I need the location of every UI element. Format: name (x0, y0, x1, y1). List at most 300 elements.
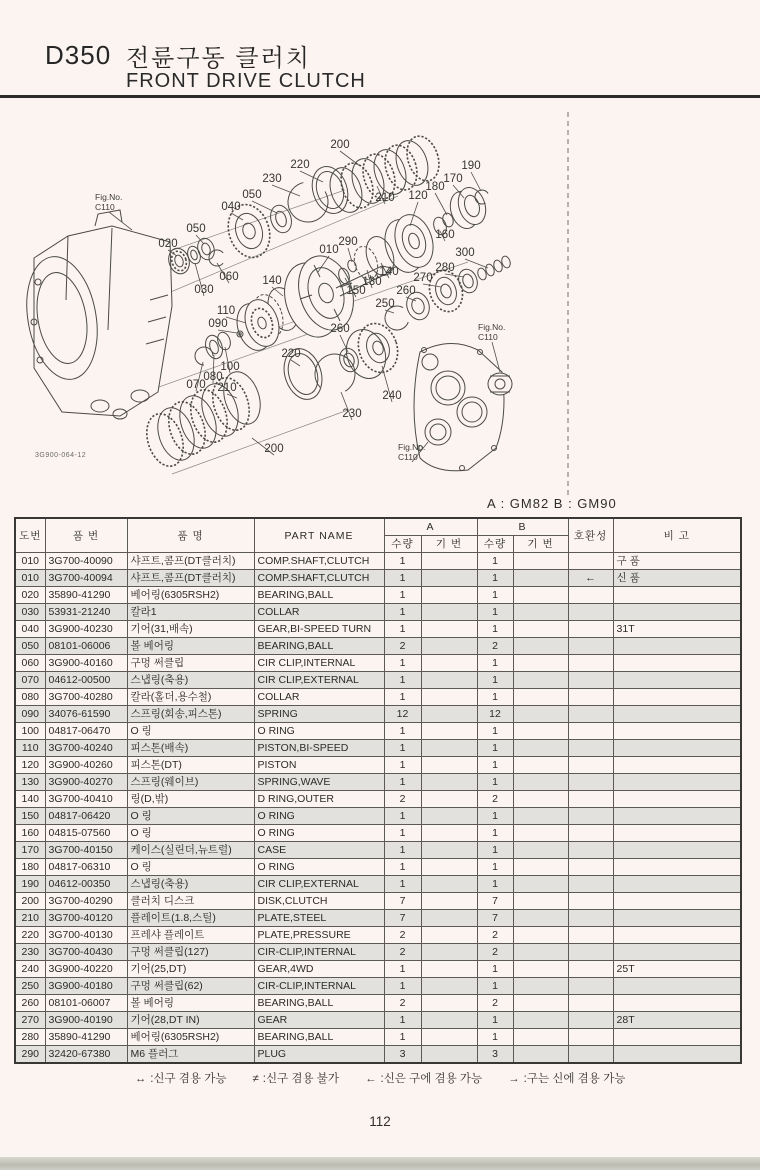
cell-remark (613, 842, 741, 859)
cell-a-qty: 1 (384, 621, 421, 638)
cell-a-serial (421, 706, 477, 723)
cell-b-serial (513, 842, 568, 859)
cell-a-serial (421, 723, 477, 740)
callout-label: 060 (219, 271, 239, 283)
cell-b-qty: 1 (477, 587, 513, 604)
cell-part-name: CIR CLIP,EXTERNAL (254, 876, 384, 893)
cell-part-name: SPRING (254, 706, 384, 723)
callout-label: 180 (425, 181, 445, 193)
steel-plate (217, 367, 266, 429)
cell-b-serial (513, 927, 568, 944)
cell-part-name: COMP.SHAFT,CLUTCH (254, 570, 384, 587)
fig-reference: Fig.No. C110 (398, 442, 426, 462)
cell-b-serial (513, 570, 568, 587)
cell-b-serial (513, 740, 568, 757)
cell-a-serial (421, 961, 477, 978)
callout-label: 140 (262, 275, 282, 287)
cell-name-kr: 볼 베어링 (127, 995, 254, 1012)
cell-a-serial (421, 774, 477, 791)
cell-b-serial (513, 604, 568, 621)
cell-b-serial (513, 706, 568, 723)
cell-compat (568, 723, 613, 740)
table-row (15, 604, 741, 621)
cell-part-name: CASE (254, 842, 384, 859)
cell-remark: 신 품 (613, 570, 741, 587)
cell-compat (568, 689, 613, 706)
cell-no: 020 (15, 587, 45, 604)
cell-b-qty: 2 (477, 638, 513, 655)
cell-b-qty: 1 (477, 825, 513, 842)
callout-leader (423, 284, 441, 287)
cell-a-qty: 2 (384, 791, 421, 808)
cell-part-no: 08101-06006 (45, 638, 127, 655)
cell-b-serial (513, 553, 568, 570)
cell-a-qty: 1 (384, 570, 421, 587)
cell-part-name: CIR CLIP,INTERNAL (254, 655, 384, 672)
callout-label: 230 (262, 173, 282, 185)
callout-label: 020 (158, 238, 178, 250)
cell-part-no: 3G900-40190 (45, 1012, 127, 1029)
steel-plate (151, 403, 200, 465)
cell-b-qty: 1 (477, 553, 513, 570)
callout-label: 160 (435, 229, 455, 241)
callout-label: 080 (203, 371, 223, 383)
cell-a-qty: 1 (384, 859, 421, 876)
legend-item (365, 1070, 482, 1086)
cell-remark: 25T (613, 961, 741, 978)
cell-b-serial (513, 655, 568, 672)
cell-b-serial (513, 791, 568, 808)
cell-part-name: CIR CLIP,EXTERNAL (254, 672, 384, 689)
cell-remark (613, 757, 741, 774)
cell-name-kr: 베어링(6305RSH2) (127, 1029, 254, 1046)
cell-b-serial (513, 723, 568, 740)
cell-name-kr: 베어링(6305RSH2) (127, 587, 254, 604)
cell-part-name: COLLAR (254, 689, 384, 706)
cell-part-no: 3G700-40090 (45, 553, 127, 570)
callout-label: 280 (435, 262, 455, 274)
callout-label: 050 (242, 189, 262, 201)
cell-b-serial (513, 587, 568, 604)
cell-a-serial (421, 876, 477, 893)
cell-a-serial (421, 604, 477, 621)
cell-name-kr: 스냅링(축용) (127, 672, 254, 689)
clutch-disc (162, 397, 211, 459)
cell-name-kr: O 링 (127, 859, 254, 876)
callout-label: 290 (338, 236, 358, 248)
col-part-no: 품 번 (45, 518, 127, 553)
cell-no: 100 (15, 723, 45, 740)
cell-a-qty: 1 (384, 774, 421, 791)
callout-label: 200 (264, 443, 284, 455)
cell-compat (568, 808, 613, 825)
callout-label: 240 (382, 390, 402, 402)
section-code: D350 (45, 40, 112, 70)
cell-a-qty: 1 (384, 723, 421, 740)
cell-compat (568, 859, 613, 876)
cell-name-kr: 케이스(실린더,뉴트럴) (127, 842, 254, 859)
cell-no: 030 (15, 604, 45, 621)
table-row (15, 1029, 741, 1046)
cell-remark (613, 774, 741, 791)
cell-part-name: COMP.SHAFT,CLUTCH (254, 553, 384, 570)
cell-remark (613, 893, 741, 910)
cell-remark: 구 품 (613, 553, 741, 570)
callout-leader (465, 259, 488, 268)
cell-b-serial (513, 859, 568, 876)
cell-no: 240 (15, 961, 45, 978)
callout-label: 250 (375, 298, 395, 310)
cell-part-no: 3G700-40410 (45, 791, 127, 808)
cell-part-no: 3G700-40130 (45, 927, 127, 944)
cell-a-qty: 1 (384, 1029, 421, 1046)
cell-name-kr: 샤프트,콤프(DT클러치) (127, 553, 254, 570)
legend-text: :신구 겸용 불가 (262, 1073, 339, 1085)
cell-part-name: GEAR (254, 1012, 384, 1029)
table-row (15, 791, 741, 808)
cell-remark (613, 723, 741, 740)
cell-name-kr: M6 플러그 (127, 1046, 254, 1064)
cell-a-qty: 1 (384, 587, 421, 604)
cell-part-no: 3G700-40280 (45, 689, 127, 706)
cell-compat (568, 706, 613, 723)
cell-b-serial (513, 1046, 568, 1064)
cell-compat (568, 944, 613, 961)
cell-remark (613, 1029, 741, 1046)
cell-b-qty: 1 (477, 689, 513, 706)
legend-item (508, 1070, 625, 1086)
cell-b-qty: 1 (477, 808, 513, 825)
cell-b-qty: 1 (477, 740, 513, 757)
cell-part-name: PISTON,BI-SPEED (254, 740, 384, 757)
table-row (15, 876, 741, 893)
lower-axis-parts (195, 295, 285, 365)
cell-a-qty: 2 (384, 944, 421, 961)
cell-a-serial (421, 1029, 477, 1046)
cell-compat (568, 672, 613, 689)
cell-remark (613, 587, 741, 604)
steel-plate (173, 391, 222, 453)
cell-remark (613, 978, 741, 995)
cell-remark (613, 1046, 741, 1064)
cell-a-qty: 1 (384, 842, 421, 859)
cell-a-serial (421, 927, 477, 944)
cell-compat (568, 774, 613, 791)
callout-label: 170 (443, 173, 463, 185)
cell-no: 040 (15, 621, 45, 638)
cell-name-kr: 클러치 디스크 (127, 893, 254, 910)
callout-label: 210 (217, 382, 237, 394)
cell-compat (568, 927, 613, 944)
cell-compat (568, 791, 613, 808)
cell-b-serial (513, 944, 568, 961)
table-row (15, 672, 741, 689)
cell-b-qty: 2 (477, 995, 513, 1012)
callout-label: 200 (330, 139, 350, 151)
cell-part-name: CIR-CLIP,INTERNAL (254, 944, 384, 961)
cell-remark (613, 791, 741, 808)
cell-no: 130 (15, 774, 45, 791)
cell-part-no: 53931-21240 (45, 604, 127, 621)
cell-part-no: 3G900-40160 (45, 655, 127, 672)
cell-a-serial (421, 672, 477, 689)
table-row (15, 859, 741, 876)
cell-name-kr: 칼라1 (127, 604, 254, 621)
table-header (15, 518, 741, 553)
legend-text: :신은 구에 겸용 가능 (380, 1073, 483, 1085)
col-part-name: PART NAME (254, 518, 384, 553)
table-row (15, 587, 741, 604)
cell-b-serial (513, 995, 568, 1012)
cell-part-no: 3G900-40260 (45, 757, 127, 774)
diagram-code: 3G900-064-12 (35, 452, 87, 459)
cell-b-serial (513, 1012, 568, 1029)
cell-b-serial (513, 689, 568, 706)
cell-no: 200 (15, 893, 45, 910)
cell-compat (568, 655, 613, 672)
col-compat: 호환성 (568, 518, 613, 553)
cell-a-serial (421, 740, 477, 757)
cell-a-qty: 1 (384, 808, 421, 825)
legend-symbol: ← (365, 1073, 377, 1085)
header-rule (0, 95, 760, 98)
cell-remark (613, 944, 741, 961)
cell-compat (568, 1046, 613, 1064)
cell-b-qty: 1 (477, 1012, 513, 1029)
cell-name-kr: 칼라(홀더,용수철) (127, 689, 254, 706)
cell-no: 010 (15, 570, 45, 587)
cell-no: 180 (15, 859, 45, 876)
transmission-housing (18, 210, 172, 419)
callout-label: 120 (408, 190, 428, 202)
cell-no: 260 (15, 995, 45, 1012)
clutch-disc (402, 132, 445, 185)
cell-name-kr: 피스톤(DT) (127, 757, 254, 774)
cell-part-no: 04612-00500 (45, 672, 127, 689)
cell-b-qty: 1 (477, 859, 513, 876)
col-a-serial: 기 번 (421, 536, 477, 553)
callout-label: 110 (216, 305, 236, 317)
cell-no: 290 (15, 1046, 45, 1064)
cell-a-serial (421, 893, 477, 910)
cell-a-qty: 1 (384, 655, 421, 672)
legend-item (135, 1070, 227, 1086)
col-group-b: B (477, 518, 568, 536)
cell-part-name: O RING (254, 723, 384, 740)
cell-part-name: PISTON (254, 757, 384, 774)
table-row (15, 910, 741, 927)
cell-part-name: BEARING,BALL (254, 587, 384, 604)
cell-a-serial (421, 995, 477, 1012)
cell-part-no: 3G700-40290 (45, 893, 127, 910)
cell-part-no: 04817-06310 (45, 859, 127, 876)
cell-compat (568, 740, 613, 757)
cell-compat (568, 1029, 613, 1046)
col-no: 도번 (15, 518, 45, 553)
cell-no: 090 (15, 706, 45, 723)
cell-a-serial (421, 655, 477, 672)
cell-b-qty: 7 (477, 893, 513, 910)
cell-remark (613, 740, 741, 757)
cell-no: 190 (15, 876, 45, 893)
cell-a-serial (421, 689, 477, 706)
cell-a-serial (421, 842, 477, 859)
cell-part-no: 3G900-40230 (45, 621, 127, 638)
callout-label: 300 (455, 247, 475, 259)
cell-remark (613, 638, 741, 655)
cell-compat (568, 995, 613, 1012)
cell-a-serial (421, 570, 477, 587)
cell-remark (613, 672, 741, 689)
cell-a-serial (421, 638, 477, 655)
cell-part-name: GEAR,4WD (254, 961, 384, 978)
cell-no: 280 (15, 1029, 45, 1046)
cell-b-qty: 7 (477, 910, 513, 927)
cell-a-qty: 1 (384, 553, 421, 570)
cell-b-qty: 2 (477, 927, 513, 944)
cell-part-name: D RING,OUTER (254, 791, 384, 808)
cell-b-qty: 1 (477, 723, 513, 740)
cell-name-kr: 스프링(웨이브) (127, 774, 254, 791)
cell-remark (613, 859, 741, 876)
cell-b-serial (513, 876, 568, 893)
callout-label: 100 (220, 361, 240, 373)
cell-part-no: 35890-41290 (45, 1029, 127, 1046)
table-row (15, 927, 741, 944)
cell-no: 010 (15, 553, 45, 570)
cell-part-no: 04612-00350 (45, 876, 127, 893)
table-row (15, 689, 741, 706)
callout-label: 260 (330, 323, 350, 335)
cell-no: 220 (15, 927, 45, 944)
callout-leader (445, 274, 464, 277)
cell-b-serial (513, 757, 568, 774)
callout-label: 230 (342, 408, 362, 420)
cell-part-no: 3G700-40094 (45, 570, 127, 587)
cell-b-serial (513, 978, 568, 995)
cell-b-qty: 1 (477, 570, 513, 587)
cell-part-name: GEAR,BI-SPEED TURN (254, 621, 384, 638)
table-row (15, 774, 741, 791)
cell-b-serial (513, 893, 568, 910)
cell-no: 050 (15, 638, 45, 655)
cell-part-no: 3G700-40430 (45, 944, 127, 961)
cell-part-no: 3G700-40150 (45, 842, 127, 859)
cell-b-qty: 1 (477, 961, 513, 978)
table-row (15, 740, 741, 757)
cell-part-no: 35890-41290 (45, 587, 127, 604)
cell-b-qty: 1 (477, 621, 513, 638)
cell-part-no: 3G900-40180 (45, 978, 127, 995)
cell-part-no: 32420-67380 (45, 1046, 127, 1064)
callout-leader (226, 317, 246, 323)
scan-edge-strip (0, 1157, 760, 1170)
variant-note: A : GM82 B : GM90 (487, 496, 617, 511)
cell-b-qty: 1 (477, 842, 513, 859)
cell-part-no: 3G900-40220 (45, 961, 127, 978)
cell-a-serial (421, 859, 477, 876)
cell-b-serial (513, 638, 568, 655)
cell-b-qty: 2 (477, 791, 513, 808)
cell-a-qty: 3 (384, 1046, 421, 1064)
table-row (15, 825, 741, 842)
cell-remark (613, 927, 741, 944)
callout-label: 210 (375, 192, 395, 204)
cell-name-kr: O 링 (127, 723, 254, 740)
callout-label: 070 (186, 379, 206, 391)
cell-no: 210 (15, 910, 45, 927)
cell-part-name: BEARING,BALL (254, 638, 384, 655)
cell-a-serial (421, 944, 477, 961)
table-row (15, 638, 741, 655)
cell-no: 120 (15, 757, 45, 774)
cell-name-kr: 구멍 써클립(62) (127, 978, 254, 995)
cell-name-kr: 구멍 써클립(127) (127, 944, 254, 961)
cell-part-name: PLUG (254, 1046, 384, 1064)
cell-a-qty: 1 (384, 672, 421, 689)
cell-name-kr: 기어(28,DT IN) (127, 1012, 254, 1029)
col-name-kr: 품 명 (127, 518, 254, 553)
cell-no: 140 (15, 791, 45, 808)
cell-b-qty: 1 (477, 655, 513, 672)
cell-compat (568, 1012, 613, 1029)
cell-name-kr: 스프링(회송,피스톤) (127, 706, 254, 723)
cell-name-kr: 기어(25,DT) (127, 961, 254, 978)
table-row (15, 553, 741, 570)
cell-a-serial (421, 978, 477, 995)
cell-b-qty: 1 (477, 876, 513, 893)
cell-part-no: 04817-06420 (45, 808, 127, 825)
cell-no: 170 (15, 842, 45, 859)
cell-a-serial (421, 808, 477, 825)
cell-name-kr: 샤프트,콤프(DT클러치) (127, 570, 254, 587)
callout-leader (227, 394, 237, 398)
cell-a-serial (421, 1046, 477, 1064)
cell-part-no: 3G700-40240 (45, 740, 127, 757)
callout-leader (435, 193, 447, 215)
cell-a-serial (421, 910, 477, 927)
col-group-a: A (384, 518, 477, 536)
cell-remark (613, 604, 741, 621)
cell-compat (568, 961, 613, 978)
cell-b-qty: 1 (477, 672, 513, 689)
clutch-disc (336, 159, 379, 212)
exploded-parts-diagram (0, 100, 760, 515)
cell-b-qty: 12 (477, 706, 513, 723)
cell-compat (568, 825, 613, 842)
cell-no: 070 (15, 672, 45, 689)
cell-no: 230 (15, 944, 45, 961)
legend-symbol: ↔ (134, 1073, 147, 1085)
cell-name-kr: 피스톤(배속) (127, 740, 254, 757)
cell-b-serial (513, 910, 568, 927)
cell-remark (613, 995, 741, 1012)
cell-name-kr: O 링 (127, 825, 254, 842)
cell-no: 270 (15, 1012, 45, 1029)
cell-name-kr: 기어(31,배속) (127, 621, 254, 638)
cell-part-name: BEARING,BALL (254, 1029, 384, 1046)
cell-remark (613, 910, 741, 927)
callout-label: 010 (319, 244, 339, 256)
table-row (15, 944, 741, 961)
cell-b-qty: 2 (477, 944, 513, 961)
table-row (15, 1012, 741, 1029)
cell-a-qty: 2 (384, 995, 421, 1012)
cell-b-qty: 1 (477, 774, 513, 791)
cell-part-name: O RING (254, 859, 384, 876)
table-row (15, 808, 741, 825)
callout-label: 130 (362, 276, 382, 288)
